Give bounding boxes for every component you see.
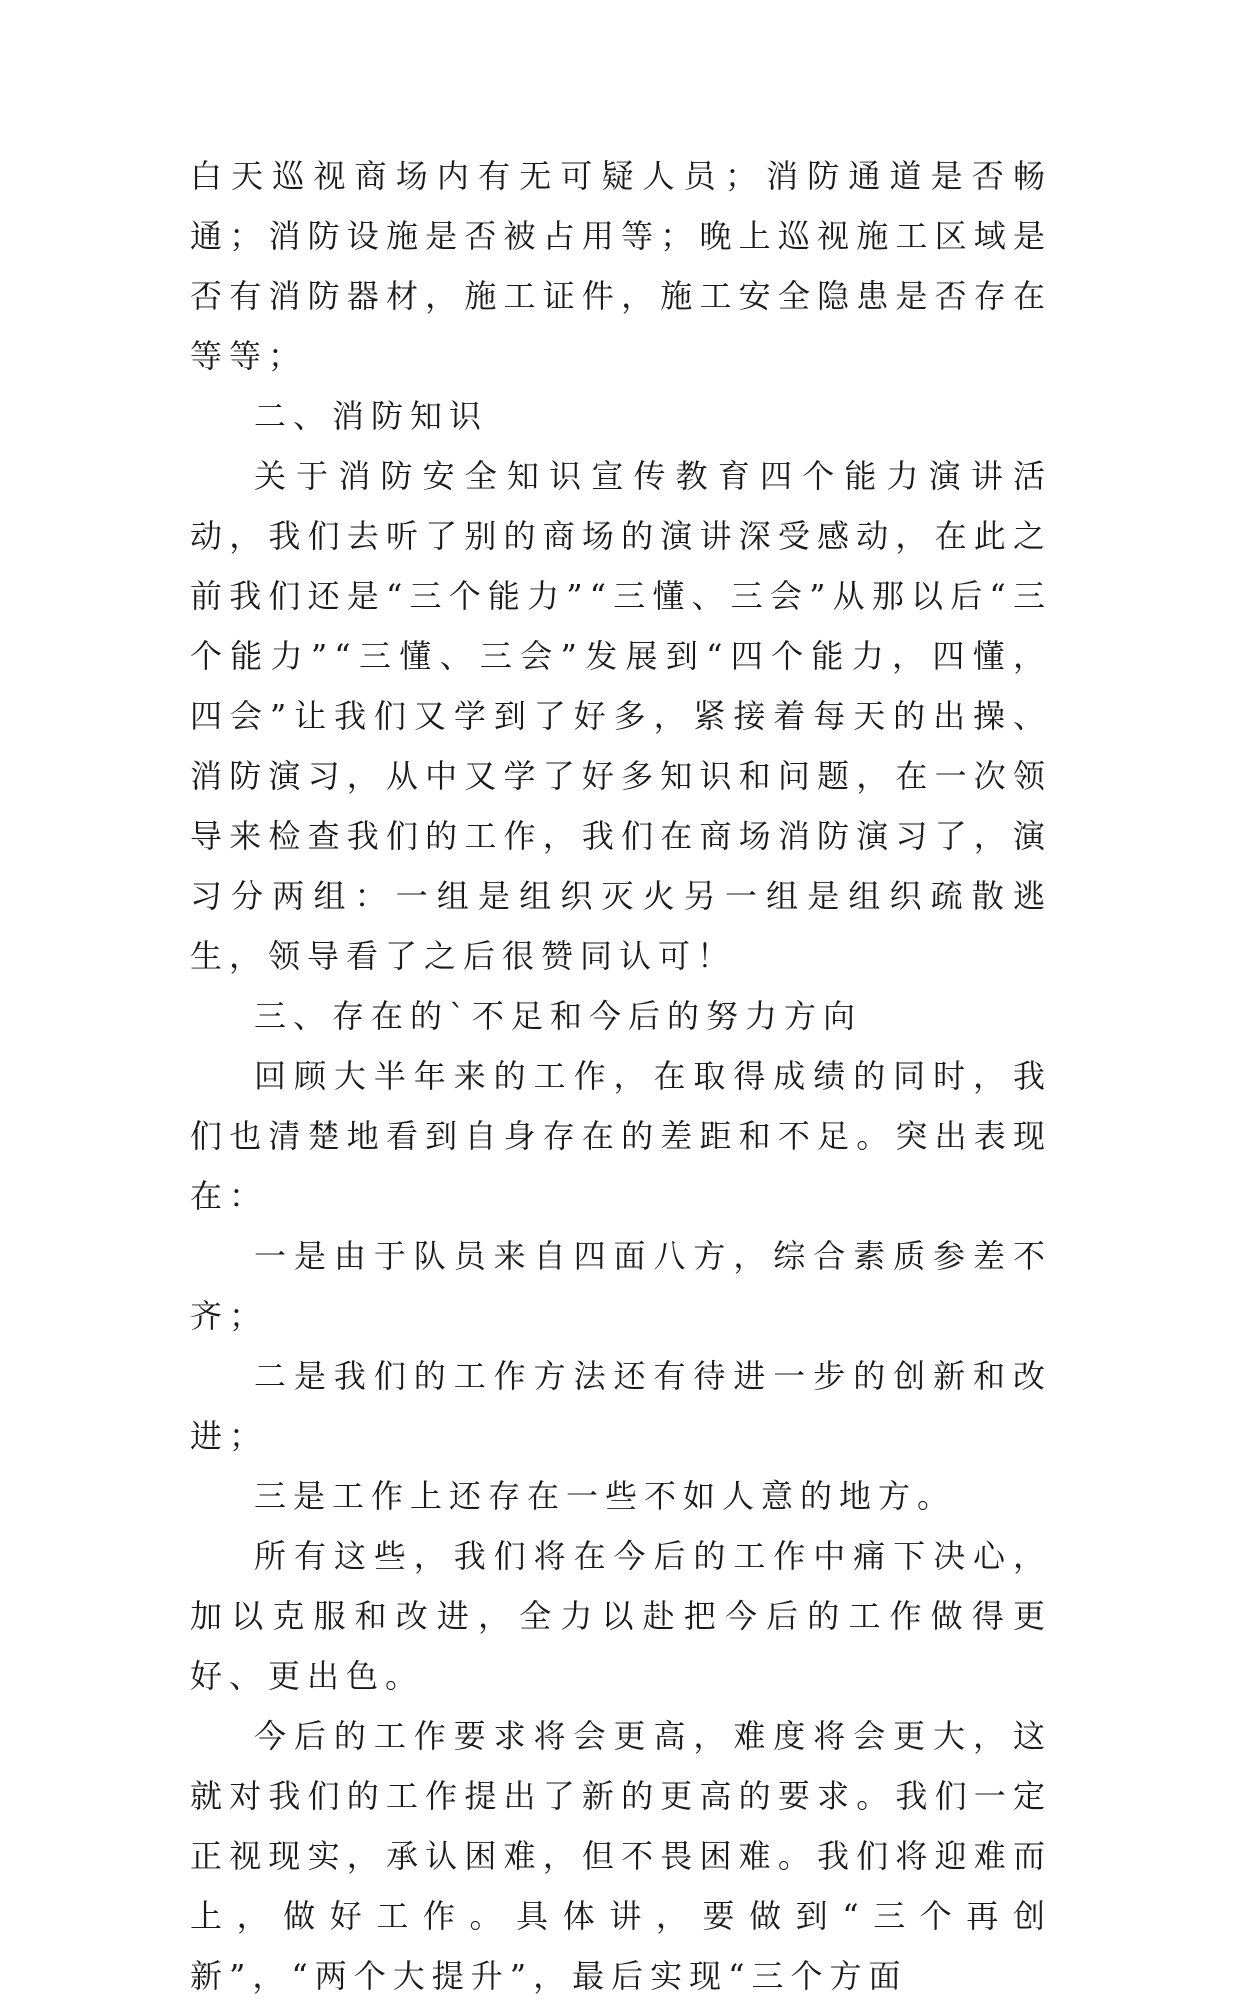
paragraph-future-requirements: 今后的工作要求将会更高，难度将会更大，这就对我们的工作提出了新的更高的要求。我们一定正视现实，承认困难，但不畏困难。我们将迎难而上，做好工作。具体讲，要做到“三个再创新”，“两个大提升”，最后实现“三个方面 bbox=[190, 1717, 1052, 1995]
paragraph-patrol-duties: 白天巡视商场内有无可疑人员；消防通道是否畅通；消防设施是否被占用等；晚上巡视施工区域是否有消防器材，施工证件，施工安全隐患是否存在等等； bbox=[190, 157, 1052, 375]
paragraph-resolution: 所有这些，我们将在今后的工作中痛下决心，加以克服和改进，全力以赴把今后的工作做得更好、更出色。 bbox=[190, 1537, 1052, 1695]
paragraph-point-three: 三是工作上还存在一些不如人意的地方。 bbox=[254, 1477, 957, 1515]
paragraph-fire-knowledge: 关于消防安全知识宣传教育四个能力演讲活动，我们去听了别的商场的演讲深受感动，在此之前我们还是“三个能力”“三懂、三会”从那以后“三个能力”“三懂、三会”发展到“四个能力，四懂，四会”让我们又学到了好多，紧接着每天的出操、消防演习，从中又学了好多知识和问题，在一次领导来检查我们的工作，我们在商场消防演习了，演习分两组：一组是组织灭火另一组是组织疏散逃生，领导看了之后很赞同认可！ bbox=[190, 457, 1052, 975]
paragraph-point-two: 二是我们的工作方法还有待进一步的创新和改进； bbox=[190, 1357, 1052, 1455]
section-heading-fire-knowledge: 二、消防知识 bbox=[254, 397, 489, 435]
section-heading-shortcomings: 三、存在的`不足和今后的努力方向 bbox=[254, 997, 863, 1035]
paragraph-point-one: 一是由于队员来自四面八方，综合素质参差不齐； bbox=[190, 1237, 1052, 1335]
document-page bbox=[190, 146, 1052, 2006]
paragraph-review: 回顾大半年来的工作，在取得成绩的同时，我们也清楚地看到自身存在的差距和不足。突出表现在： bbox=[190, 1057, 1052, 1215]
